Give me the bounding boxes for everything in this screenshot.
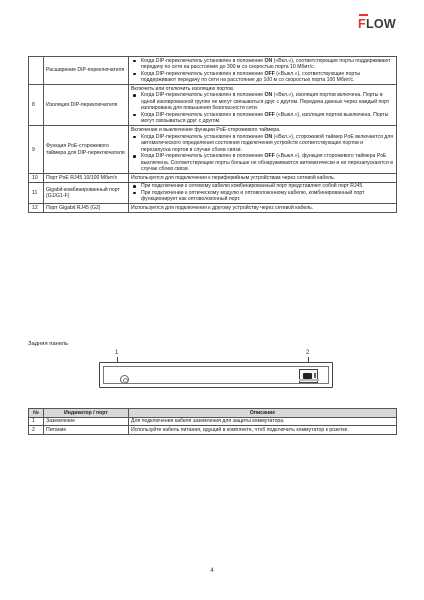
bullet-item [141,92,394,112]
row-desc-intro: Включить или отключить изоляцию портов. [131,85,235,92]
table-row [29,174,397,183]
col-header-num: № [29,409,44,418]
bullet-text: Когда DIP-переключатель установлен в положение [141,92,265,99]
rear-panel-figure [96,350,336,390]
bullet-text: («Вкл.»), соответствующие порты поддерживают передачу по сети на расстояние до 300 м со скоростью порта 10 Мбит/с. [141,57,391,71]
bullet-bold: ON [264,57,273,64]
row-name: Порт PoE RJ45 10/100 Мбит/с [44,174,129,183]
bullet-item [141,153,394,173]
bullet-bold: OFF [264,153,275,160]
bullet-item [141,134,394,154]
row-desc [129,204,397,213]
power-socket-hole [303,373,312,379]
bullet-list [131,92,394,125]
bullet-text: Когда DIP-переключатель установлен в положение [141,133,265,140]
callout-1: 1 [115,350,119,356]
bullet-text: («Вкл.»), изоляция портов включена. Порты в одной изолированной группе не могут связываться друг с другом. Передача данных через каждый порт изолирована для повышения безопасности сети. [141,92,390,112]
row-num: 11 [29,182,44,204]
row-name: Функция PoE-сторожевого таймера для DIP-переключателя [44,126,129,174]
bullet-text: Когда DIP-переключатель установлен в положение [141,57,265,64]
bullet-bold: OFF [264,70,275,77]
bullet-text: Когда DIP-переключатель установлен в положение [141,153,265,160]
row-num: 10 [29,174,44,183]
ground-screw-icon [120,375,129,384]
row-num: 8 [29,85,44,126]
table-row [29,57,397,85]
bullet-bold: ON [264,92,273,99]
col-header-desc: Описание [129,409,397,418]
switch-rear-panel [99,362,333,388]
bullet-item [141,71,394,84]
rear-panel-frame [103,366,329,384]
bullet-text: Когда DIP-переключатель установлен в положение [141,70,265,77]
row-num [29,57,44,85]
bullet-text: При подключении к оптическому модулю и оптоволоконному кабелю, комбинированный порт функционирует как оптоволоконный порт. [141,189,365,203]
row-desc [129,182,397,204]
table-row [29,126,397,174]
row-name: Заземление [44,417,129,426]
bullet-bold: ON [264,133,273,140]
row-name: Порт Gigabit RJ45 (G2) [44,204,129,213]
row-name: Питание [44,426,129,435]
row-num: 2 [29,426,44,435]
bullet-list [131,58,394,84]
col-header-port: Индикатор / порт [44,409,129,418]
table-row [29,85,397,126]
spec-table-body [29,57,397,213]
row-name: Расширение DIP-переключателя [44,57,129,85]
table-row [29,417,397,426]
row-desc: Используйте кабель питания, идущий в комплекте, чтоб подключить коммутатор к розетке. [129,426,397,435]
row-num: 12 [29,204,44,213]
bullet-item [141,190,394,203]
callout-2: 2 [306,350,310,356]
row-desc-intro: Используется для подключения к периферийным устройствам через сетевой кабель. [131,174,336,181]
bullet-list [131,183,394,203]
ports-table [28,408,397,435]
logo-letter-f: F [358,17,366,31]
bullet-item [141,58,394,71]
page-number: 4 [210,568,214,574]
row-desc [129,85,397,126]
bullet-bold: OFF [264,111,275,118]
row-desc [129,57,397,85]
row-desc: Для подключения кабеля заземления для защиты коммутатора. [129,417,397,426]
bullet-item [141,112,394,125]
bullet-text: При подключении к сетевому кабелю комбинированный порт представляет собой порт RJ45. [141,183,364,190]
row-num: 1 [29,417,44,426]
row-name: Gigabit-комбинированный порт (G1/G1-F) [44,182,129,204]
row-desc-intro: Используется для подключения к другому устройству через сетевой кабель. [131,204,314,211]
bullet-list [131,134,394,173]
row-name: Изоляция DIP-переключателя [44,85,129,126]
row-desc [129,126,397,174]
ports-table-header [29,409,397,418]
power-rating-label [299,379,319,381]
row-desc [129,174,397,183]
flow-logo [358,17,396,31]
rear-panel-title: Задняя панель [28,341,69,347]
row-num: 9 [29,126,44,174]
bullet-text: Когда DIP-переключатель установлен в положение [141,111,265,118]
bullet-text: («Выкл.»), соответствующие порты поддерживают передачу по сети на расстояние до 100 м со скоростью порта 100 Мбит/с. [141,70,361,84]
bullet-text: («Выкл.»), изоляция портов выключена. Порты могут связываться друг с другом. [141,111,389,125]
spec-table [28,56,397,213]
logo-accent-bar [359,14,368,16]
logo-text: LOW [365,17,396,31]
bullet-text: («Выкл.»), функция сторожевого таймера PoE выключена. Соответствующие порты больше не обнаруживаются автоматически и не перезапускаются в случае сбоев связи. [141,153,393,173]
table-row [29,182,397,204]
table-row [29,204,397,213]
power-switch [314,373,316,378]
bullet-text: («Вкл.»), сторожевой таймер PoE включается для автоматического определения состояния подключения устройств соответствующих портов и перезапуска портов в случае сбоев связи. [141,133,394,153]
row-desc-intro: Включение и выключение функции PoE-сторожевого таймера. [131,126,281,133]
table-row [29,426,397,435]
